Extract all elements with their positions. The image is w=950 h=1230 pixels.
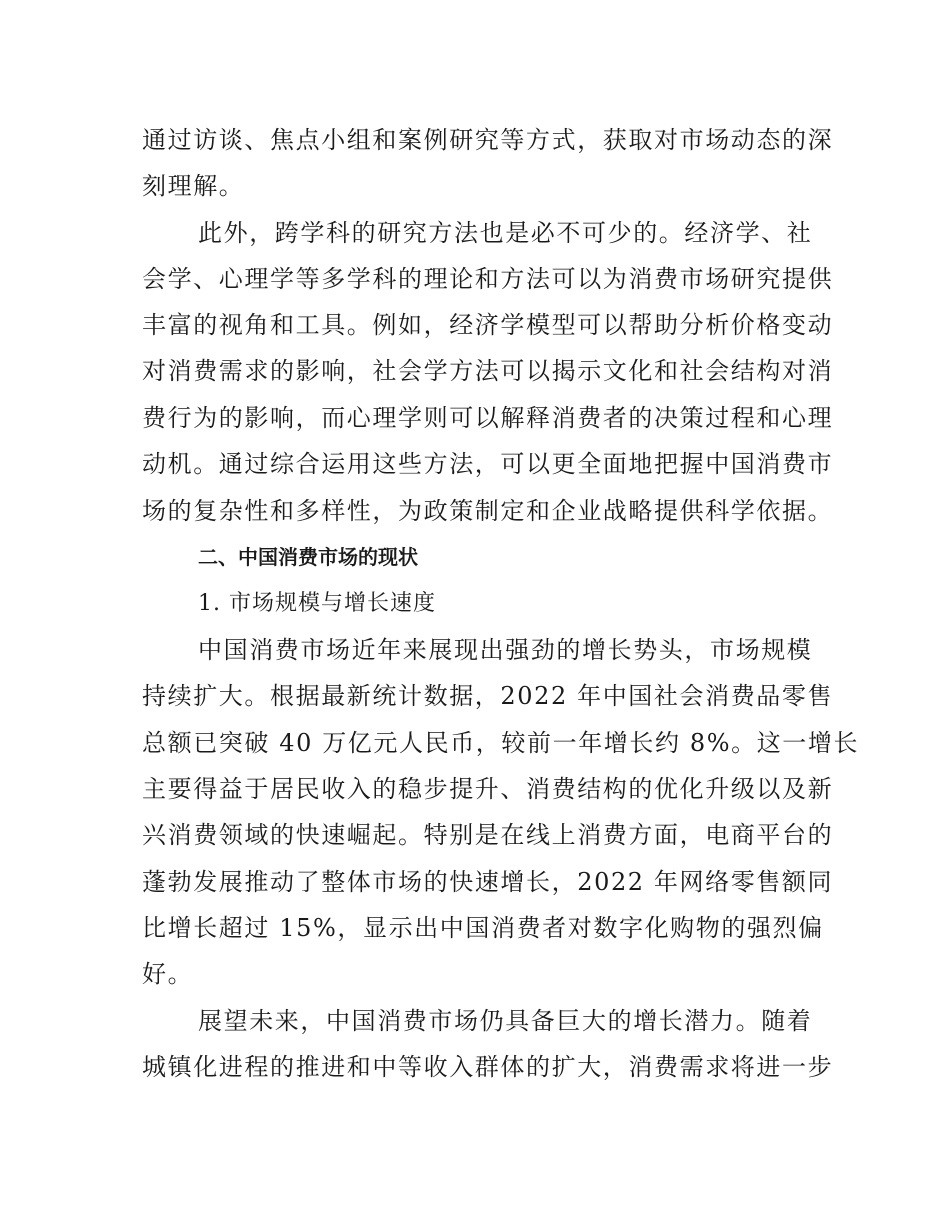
paragraph-line: 持续扩大。根据最新统计数据，2022 年中国社会消费品零售 bbox=[142, 682, 834, 710]
paragraph-line: 主要得益于居民收入的稳步提升、消费结构的优化升级以及新 bbox=[142, 775, 834, 803]
paragraph-line: 城镇化进程的推进和中等收入群体的扩大，消费需求将进一步 bbox=[142, 1053, 834, 1081]
paragraph-line: 蓬勃发展推动了整体市场的快速增长，2022 年网络零售额同 bbox=[142, 868, 834, 896]
paragraph-line: 兴消费领域的快速崛起。特别是在线上消费方面，电商平台的 bbox=[142, 821, 834, 849]
paragraph-line: 比增长超过 15%，显示出中国消费者对数字化购物的强烈偏 bbox=[142, 914, 824, 942]
paragraph-line: 总额已突破 40 万亿元人民币，较前一年增长约 8%。这一增长 bbox=[142, 729, 860, 757]
paragraph-line: 会学、心理学等多学科的理论和方法可以为消费市场研究提供 bbox=[142, 265, 834, 293]
paragraph-line: 丰富的视角和工具。例如，经济学模型可以帮助分析价格变动 bbox=[142, 311, 834, 339]
subsection-heading: 1. 市场规模与增长速度 bbox=[198, 591, 436, 616]
paragraph-line: 好。 bbox=[142, 960, 194, 988]
paragraph-line: 刻理解。 bbox=[142, 172, 245, 200]
paragraph-line: 展望未来，中国消费市场仍具备巨大的增长潜力。随着 bbox=[198, 1007, 813, 1035]
paragraph-line: 动机。通过综合运用这些方法，可以更全面地把握中国消费市 bbox=[142, 450, 834, 478]
paragraph-line: 费行为的影响，而心理学则可以解释消费者的决策过程和心理 bbox=[142, 404, 834, 432]
section-heading: 二、中国消费市场的现状 bbox=[198, 545, 418, 569]
paragraph-line: 此外，跨学科的研究方法也是必不可少的。经济学、社 bbox=[198, 219, 813, 247]
paragraph-line: 对消费需求的影响，社会学方法可以揭示文化和社会结构对消 bbox=[142, 357, 834, 385]
paragraph-line: 通过访谈、焦点小组和案例研究等方式，获取对市场动态的深 bbox=[142, 126, 834, 154]
paragraph-line: 场的复杂性和多样性，为政策制定和企业战略提供科学依据。 bbox=[142, 497, 834, 525]
paragraph-line: 中国消费市场近年来展现出强劲的增长势头，市场规模 bbox=[198, 636, 813, 664]
